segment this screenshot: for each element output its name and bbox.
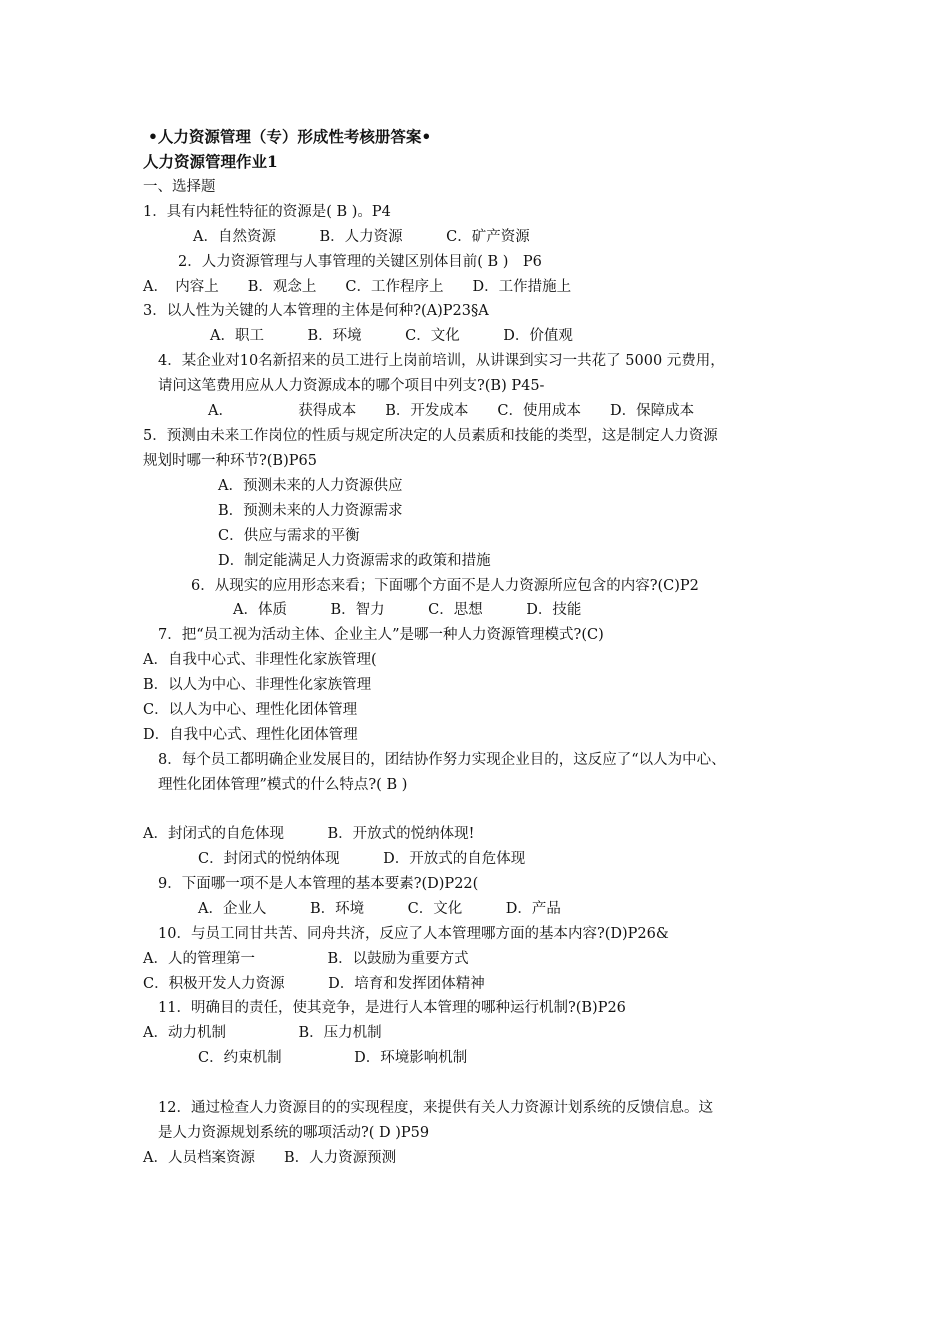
- question-8-options-ab: A．封闭式的自危体现 B．开放式的悦纳体现!: [143, 826, 475, 842]
- question-4-options: A． 获得成本 B．开发成本 C．使用成本 D．保障成本: [208, 403, 695, 419]
- question-7-option-c: C．以人为中心、理性化团体管理: [143, 702, 358, 718]
- question-2-options: A． 内容上 B．观念上 C．工作程序上 D．工作措施上: [143, 279, 572, 295]
- question-8-options-cd: C．封闭式的悦纳体现 D．开放式的自危体现: [198, 851, 526, 867]
- question-4-line1: 4．某企业对10名新招来的员工进行上岗前培训，从讲课到实习一共花了 5000 元费用，: [158, 353, 725, 369]
- question-5-line2: 规划时哪一种环节?(B)P65: [143, 453, 317, 469]
- question-11-options-ab: A．动力机制 B．压力机制: [143, 1025, 382, 1041]
- question-1: 1．具有内耗性特征的资源是( B )。P4: [143, 204, 391, 220]
- section-heading: 一、选择题: [143, 179, 216, 195]
- question-10-options-cd: C．积极开发人力资源 D．培育和发挥团体精神: [143, 976, 485, 992]
- question-9: 9．下面哪一项不是人本管理的基本要素?(D)P22(: [158, 876, 479, 892]
- question-7: 7．把“员工视为活动主体、企业主人”是哪一种人力资源管理模式?(C): [158, 627, 604, 643]
- question-7-option-a: A．自我中心式、非理性化家族管理(: [143, 652, 377, 668]
- question-3-options: A．职工 B．环境 C．文化 D．价值观: [210, 328, 573, 344]
- question-12-options-ab: A．人员档案资源 B．人力资源预测: [143, 1150, 397, 1166]
- question-7-option-d: D．自我中心式、理性化团体管理: [143, 727, 358, 743]
- question-6: 6．从现实的应用形态来看；下面哪个方面不是人力资源所应包含的内容?(C)P2: [191, 578, 699, 594]
- question-11-options-cd: C．约束机制 D．环境影响机制: [198, 1050, 468, 1066]
- question-12-line2: 是人力资源规划系统的哪项活动?( D )P59: [158, 1125, 430, 1141]
- question-9-options: A．企业人 B．环境 C．文化 D．产品: [198, 901, 561, 917]
- question-4-line2: 请问这笔费用应从人力资源成本的哪个项目中列支?(B) P45-: [158, 378, 545, 394]
- question-1-options: A．自然资源 B．人力资源 C．矿产资源: [193, 229, 530, 245]
- question-8-line2: 理性化团体管理”模式的什么特点?( B ): [158, 777, 408, 793]
- question-3: 3．以人性为关键的人本管理的主体是何种?(A)P23§A: [143, 303, 489, 319]
- question-7-option-b: B．以人为中心、非理性化家族管理: [143, 677, 372, 693]
- question-5-option-d: D．制定能满足人力资源需求的政策和措施: [218, 553, 491, 569]
- question-5-line1: 5．预测由未来工作岗位的性质与规定所决定的人员素质和技能的类型，这是制定人力资源: [143, 428, 718, 444]
- question-2: 2．人力资源管理与人事管理的关键区别体目前( B ) P6: [178, 254, 542, 270]
- assignment-heading: 人力资源管理作业1: [143, 152, 278, 171]
- question-5-option-b: B．预测未来的人力资源需求: [218, 503, 403, 519]
- question-10: 10．与员工同甘共苦、同舟共济，反应了人本管理哪方面的基本内容?(D)P26&: [158, 926, 669, 942]
- question-8-line1: 8．每个员工都明确企业发展目的，团结协作努力实现企业目的，这反应了“以人为中心、: [158, 752, 726, 768]
- question-11: 11．明确目的责任，使其竞争，是进行人本管理的哪种运行机制?(B)P26: [158, 1000, 626, 1016]
- question-6-options: A．体质 B．智力 C．思想 D．技能: [233, 602, 582, 618]
- question-10-options-ab: A．人的管理第一 B．以鼓励为重要方式: [143, 951, 469, 967]
- question-5-option-a: A．预测未来的人力资源供应: [218, 478, 403, 494]
- document-title: •人力资源管理（专）形成性考核册答案•: [148, 127, 432, 146]
- question-12-line1: 12．通过检查人力资源目的的实现程度，来提供有关人力资源计划系统的反馈信息。这: [158, 1100, 713, 1116]
- question-5-option-c: C．供应与需求的平衡: [218, 528, 360, 544]
